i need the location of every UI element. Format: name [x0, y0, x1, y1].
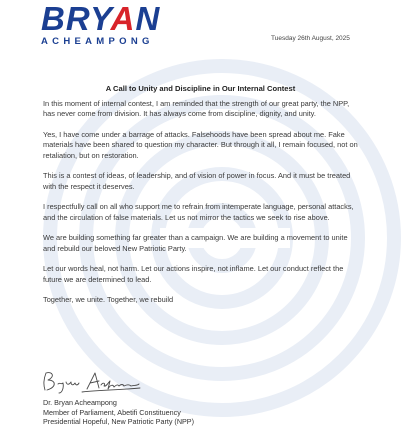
letter-body — [43, 99, 361, 316]
paragraph: This is a contest of ideas, of leadership, and of vision of power in focus. And it must be treated with the respect it deserves. — [43, 171, 351, 191]
handwritten-signature — [40, 369, 150, 395]
signer-role: Presidential Hopeful, New Patriotic Party (NPP) — [43, 417, 194, 427]
campaign-logo — [41, 2, 161, 47]
paragraph: In this moment of internal contest, I am reminded that the strength of our great party, the NPP, has never come from division. It has always come from discipline, dignity, and unity. — [43, 99, 350, 119]
letter-date: Tuesday 26th August, 2025 — [271, 35, 350, 42]
paragraph: Together, we unite. Together, we rebuild — [43, 295, 174, 305]
logo-name: BRYAN — [41, 0, 161, 37]
paragraph: Let our words heal, not harm. Let our actions inspire, not inflame. Let our conduct reflect the future we are determined to lead. — [43, 264, 344, 284]
paragraph: Yes, I have come under a barrage of attacks. Falsehoods have been spread about me. Fake materials have been shared to question my character. But through it all, I remain focused, not on retaliation, but on restoration. — [43, 129, 358, 160]
signature-block — [43, 398, 194, 427]
signer-role: Member of Parliament, Abetifi Constituency — [43, 407, 181, 417]
letter-title: A Call to Unity and Discipline in Our Internal Contest — [105, 84, 296, 93]
paragraph: I respectfully call on all who support me to refrain from intemperate language, personal attacks, and the circulation of false materials. Let us not mirror the tactics we seek to rise above. — [43, 202, 354, 222]
logo-subtitle: ACHEAMPONG — [41, 36, 154, 47]
paragraph: We are building something far greater than a campaign. We are building a movement to unite and rebuild our beloved New Patriotic Party. — [43, 233, 348, 253]
signer-name: Dr. Bryan Acheampong — [43, 398, 117, 407]
